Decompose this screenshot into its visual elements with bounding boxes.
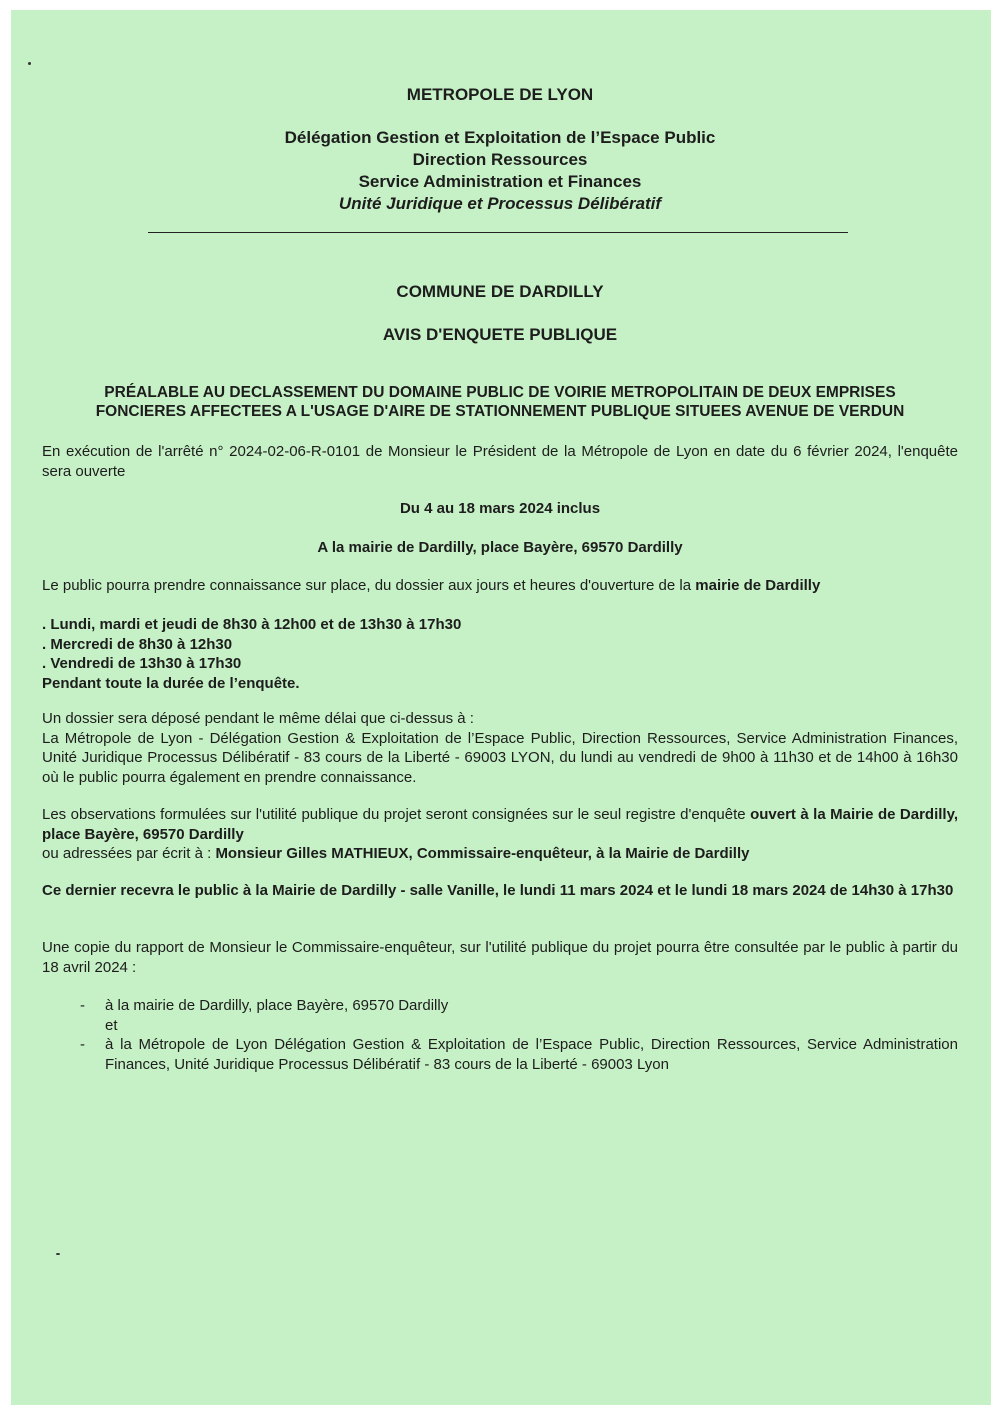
hours-line: . Lundi, mardi et jeudi de 8h30 à 12h00 et de 13h30 à 17h30 [42, 616, 462, 633]
hours-line: . Mercredi de 8h30 à 12h30 [42, 635, 233, 653]
unit-name: Unité Juridique et Processus Délibératif [338, 194, 662, 213]
enquiry-location: A la mairie de Dardilly, place Bayère, 69570 Dardilly [317, 539, 683, 556]
consult-mairie: mairie de Dardilly [695, 577, 821, 594]
observations-paragraph [42, 805, 958, 864]
dossier-details: La Métropole de Lyon - Délégation Gestion & Exploitation de l’Espace Public, Direction Ressources, Service Administration Finances, Unité Juridique Processus Délibératif - 83 cours de la Liberté - 69003 LYON, du lundi au vendredi de 9h00 à 11h30 et de 14h00 à 16h30 où le public pourra également en prendre connaissance. [42, 729, 958, 786]
observations-written: ou adressées par écrit à : [42, 845, 216, 862]
commune-title: COMMUNE DE DARDILLY [396, 282, 604, 301]
hours-line: Pendant toute la durée de l’enquête. [42, 674, 300, 692]
delegation-name: Délégation Gestion et Exploitation de l’Espace Public [284, 128, 716, 147]
service-name: Service Administration et Finances [358, 172, 642, 191]
scan-speck [28, 62, 31, 65]
list-item [80, 996, 958, 1016]
dossier-paragraph [42, 709, 958, 787]
list-item [80, 1035, 958, 1074]
bullet-dash: - [80, 997, 85, 1014]
list-conjunction: et [105, 1016, 118, 1034]
observations-register: ouvert à la Mairie de Dardilly, place Bayère, 69570 Dardilly [42, 806, 958, 843]
consult-paragraph [42, 576, 958, 596]
hours-line: . Vendredi de 13h30 à 17h30 [42, 655, 242, 672]
subject-line-2: FONCIERES AFFECTEES A L'USAGE D'AIRE DE STATIONNEMENT PUBLIQUE SITUEES AVENUE DE VERDUN [95, 403, 905, 420]
direction-name: Direction Ressources [412, 150, 588, 169]
report-location-mairie: à la mairie de Dardilly, place Bayère, 69570 Dardilly [105, 997, 449, 1014]
consult-text: Le public pourra prendre connaissance sur place, du dossier aux jours et heures d'ouverture de la [42, 577, 696, 594]
report-location-metropole: à la Métropole de Lyon Délégation Gestion & Exploitation de l’Espace Public, Direction Ressources, Service Administration Finances, Unité Juridique Processus Délibératif - 83 cours de la Liberté - 69003 Lyon [105, 1036, 958, 1073]
report-paragraph: Une copie du rapport de Monsieur le Commissaire-enquêteur, sur l'utilité publique du projet pourra être consultée par le public à partir du 18 avril 2024 : [42, 939, 958, 976]
dossier-intro: Un dossier sera déposé pendant le même délai que ci-dessus à : [42, 710, 474, 727]
scan-speck [56, 1253, 60, 1255]
bullet-dash: - [80, 1036, 85, 1053]
subject-line-1: PRÉALABLE AU DECLASSEMENT DU DOMAINE PUBLIC DE VOIRIE METROPOLITAIN DE DEUX EMPRISES [104, 384, 896, 401]
opening-hours [42, 615, 958, 693]
commissioner-name: Monsieur Gilles MATHIEUX, Commissaire-enquêteur, à la Mairie de Dardilly [215, 845, 750, 862]
report-locations [80, 996, 958, 1074]
enquiry-dates: Du 4 au 18 mars 2024 inclus [399, 500, 601, 517]
reception-paragraph: Ce dernier recevra le public à la Mairie de Dardilly - salle Vanille, le lundi 11 mars 2024 et le lundi 18 mars 2024 de 14h30 à 17h30 [42, 882, 954, 899]
header-divider [148, 232, 848, 233]
observations-text: Les observations formulées sur l'utilité publique du projet seront consignées sur le seul registre d'enquête [42, 806, 751, 823]
org-name: METROPOLE DE LYON [406, 85, 594, 104]
intro-paragraph: En exécution de l'arrêté n° 2024-02-06-R-0101 de Monsieur le Président de la Métropole de Lyon en date du 6 février 2024, l'enquête sera ouverte [42, 443, 958, 480]
notice-title: AVIS D'ENQUETE PUBLIQUE [382, 325, 618, 344]
